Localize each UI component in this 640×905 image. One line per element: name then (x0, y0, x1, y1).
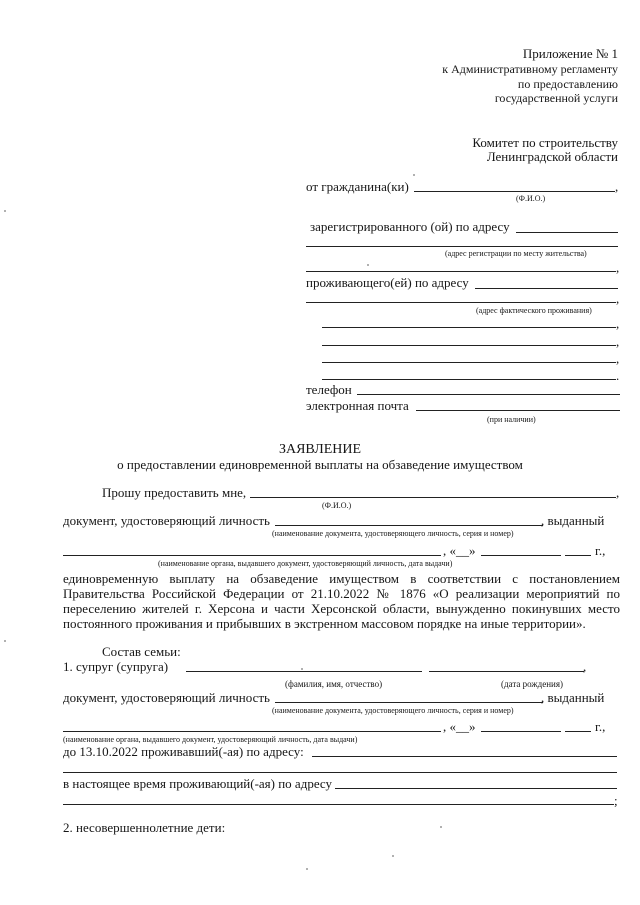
appendix-line-3: по предоставлению (517, 77, 618, 91)
residing-address-line-6[interactable] (322, 379, 616, 380)
scan-speck (440, 826, 442, 828)
email-line[interactable] (416, 410, 620, 411)
spouse-issue-year-line[interactable] (565, 731, 591, 732)
actual-address-hint: (адрес фактического проживания) (476, 306, 592, 315)
comma: , (615, 179, 619, 194)
comma: , (616, 260, 620, 275)
spouse-id-document-hint: (наименование документа, удостоверяющего личность, серия и номер) (272, 706, 514, 715)
residing-address-line-1[interactable] (475, 288, 618, 289)
appendix-line-4: государственной услуги (494, 91, 618, 105)
scan-speck (301, 668, 303, 670)
lived-address-line-2[interactable] (63, 772, 617, 773)
email-hint: (при наличии) (487, 415, 536, 424)
family-section-label: Состав семьи: (102, 644, 181, 659)
lived-address-line-1[interactable] (312, 756, 617, 757)
children-label: 2. несовершеннолетние дети: (63, 820, 226, 835)
email-label: электронная почта (306, 398, 409, 413)
current-address-line-2[interactable] (63, 804, 614, 805)
registration-hint: (адрес регистрации по месту жительства) (445, 249, 587, 258)
spouse-id-document-line[interactable] (275, 702, 543, 703)
comma: , (616, 291, 620, 306)
scan-speck (392, 855, 394, 857)
issuer-hint: (наименование органа, выдавшего документ, удостоверяющий личность, дата выдачи) (158, 559, 453, 568)
phone-label: телефон (306, 382, 352, 397)
spouse-date-open: , «__» (443, 719, 476, 734)
registered-address-label: зарегистрированного (ой) по адресу (310, 219, 510, 234)
appendix-line-2: к Административному регламенту (442, 62, 618, 76)
request-paragraph-line-1: единовременную выплату на обзаведение имуществом в соответствии с постановлением (63, 571, 620, 586)
fio-hint: (Ф.И.О.) (516, 194, 546, 203)
residing-address-line-4[interactable] (322, 345, 616, 346)
spouse-issuer-hint: (наименование органа, выдавшего документ, удостоверяющий личность, дата выдачи) (63, 735, 358, 744)
applicant-name-line[interactable] (414, 191, 615, 192)
issuer-line[interactable] (63, 555, 441, 556)
spouse-birth-line[interactable] (429, 671, 584, 672)
lived-address-label: до 13.10.2022 проживавший(-ая) по адресу: (63, 744, 304, 759)
comma: , (616, 351, 620, 366)
issued-label: , выданный (541, 513, 605, 528)
document-title: ЗАЯВЛЕНИЕ (278, 442, 362, 457)
residing-address-line-2[interactable] (306, 302, 616, 303)
request-paragraph-line-4: постоянного проживания и прибывших в экстренном массовом порядке на иные территории». (63, 616, 586, 631)
current-address-line-1[interactable] (335, 788, 617, 789)
addressee-line-1: Комитет по строительству (472, 135, 618, 150)
issue-year-line[interactable] (565, 555, 591, 556)
id-document-line[interactable] (275, 525, 543, 526)
year-label: г., (595, 543, 606, 558)
residing-address-line-5[interactable] (322, 362, 616, 363)
request-paragraph-line-2: Правительства Российской Федерации от 21.10.2022 № 1876 «О реализации мероприятий по (63, 586, 620, 601)
comma: , (583, 659, 587, 674)
scan-speck (4, 640, 6, 642)
id-document-label: документ, удостоверяющий личность (63, 513, 270, 528)
dot: . (616, 368, 620, 383)
phone-line[interactable] (357, 394, 620, 395)
request-label: Прошу предоставить мне, (102, 485, 247, 500)
spouse-issue-month-line[interactable] (481, 731, 561, 732)
scan-speck (306, 868, 308, 870)
issue-month-line[interactable] (481, 555, 561, 556)
comma: , (616, 316, 620, 331)
semicolon: ; (614, 793, 618, 808)
spouse-issuer-line[interactable] (63, 731, 441, 732)
addressee-line-2: Ленинградской области (486, 149, 618, 164)
current-address-label: в настоящее время проживающий(-ая) по адресу (63, 776, 333, 791)
appendix-number: Приложение № 1 (522, 46, 618, 61)
spouse-name-hint: (фамилия, имя, отчество) (285, 679, 383, 689)
scan-speck (4, 210, 6, 212)
registered-address-line-2[interactable] (306, 246, 618, 247)
residing-address-label: проживающего(ей) по адресу (306, 275, 469, 290)
scan-speck (367, 264, 369, 266)
residing-address-line-3[interactable] (322, 327, 616, 328)
scan-speck (413, 174, 415, 176)
registered-address-line-1[interactable] (516, 232, 618, 233)
spouse-label: 1. супруг (супруга) (63, 659, 169, 674)
id-document-hint: (наименование документа, удостоверяющего личность, серия и номер) (272, 529, 514, 538)
spouse-year-label: г., (595, 719, 606, 734)
request-paragraph-line-3: переселению жителей г. Херсона и части Херсонской области, вынужденно покинувших место (63, 601, 620, 616)
date-open: , «__» (443, 543, 476, 558)
registered-address-line-3[interactable] (306, 271, 616, 272)
spouse-id-document-label: документ, удостоверяющий личность (63, 690, 270, 705)
from-citizen-label: от гражданина(ки) (306, 179, 409, 194)
request-name-line[interactable] (250, 497, 616, 498)
comma: , (616, 334, 620, 349)
spouse-name-line[interactable] (186, 671, 422, 672)
document-subtitle: о предоставлении единовременной выплаты на обзаведение имуществом (117, 457, 523, 472)
comma: , (616, 485, 620, 500)
request-fio-hint: (Ф.И.О.) (322, 501, 352, 510)
spouse-issued-label: , выданный (541, 690, 605, 705)
spouse-birth-hint: (дата рождения) (501, 679, 563, 689)
